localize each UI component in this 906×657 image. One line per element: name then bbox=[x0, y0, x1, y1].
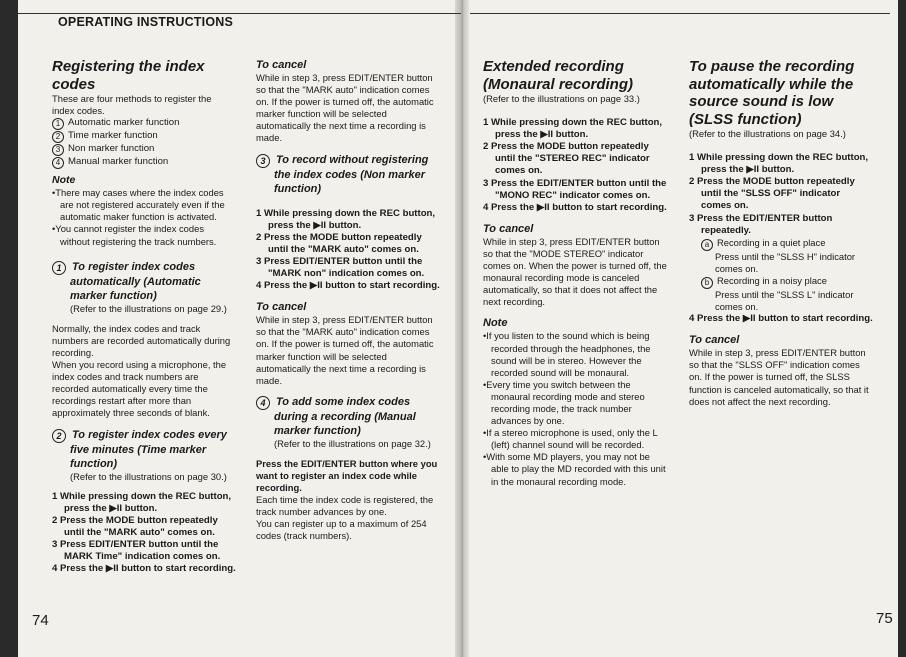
cancel-heading: To cancel bbox=[689, 334, 740, 347]
section-title: Extended recording (Monaural recording) bbox=[483, 58, 634, 93]
steps-list bbox=[256, 208, 442, 293]
reference-note: (Refer to the illustrations on page 29.) bbox=[70, 302, 227, 314]
body-text: You can register up to a maximum of 254 codes (track numbers). bbox=[256, 518, 427, 542]
right-col-1 bbox=[483, 58, 669, 488]
page-gutter bbox=[455, 0, 469, 657]
method-label: Non marker function bbox=[68, 143, 155, 155]
method-item bbox=[52, 117, 236, 130]
method-label: Manual marker function bbox=[68, 156, 169, 168]
left-col-2 bbox=[256, 58, 442, 543]
cancel-heading: To cancel bbox=[256, 301, 307, 314]
step-item: 4 Press the ▶II button to start recording. bbox=[483, 201, 667, 213]
body-text: While in step 3, press EDIT/ENTER button so that the "SLSS OFF" indication comes on. If the power is turned off, the SLSS function is canceled automatically, so that it does not affect the next recording. bbox=[689, 347, 869, 407]
circled-number: 3 bbox=[52, 144, 64, 156]
header-rule-right bbox=[470, 13, 890, 14]
page-number-right: 75 bbox=[876, 610, 893, 627]
steps-list bbox=[52, 491, 236, 576]
step-item: 4 Press the ▶II button to start recording. bbox=[52, 563, 236, 575]
reference-note: (Refer to the illustrations on page 30.) bbox=[70, 470, 227, 482]
subsection-title: To add some index codes during a recording (Manual marker function) bbox=[274, 395, 416, 437]
step-item: 3 Press the EDIT/ENTER button repeatedly. bbox=[689, 212, 833, 236]
method-item bbox=[52, 130, 236, 143]
page-header-title: OPERATING INSTRUCTIONS bbox=[58, 15, 234, 29]
reference-note: (Refer to the illustrations on page 34.) bbox=[689, 128, 846, 139]
note-item: •With some MD players, you may not be able to play the MD recorded with this unit in the monaural recording mode. bbox=[483, 451, 666, 487]
step-item: 3 Press EDIT/ENTER button until the "MARK non" indication comes on. bbox=[256, 255, 425, 280]
method-label: Automatic marker function bbox=[68, 117, 180, 129]
subsection-automatic bbox=[52, 260, 236, 315]
body-text: While in step 3, press EDIT/ENTER button so that the "MODE STEREO" indicator comes on. When the power is turned off, the monaural recording mode is canceled automatically, so that it does not affect the next recording. bbox=[483, 235, 667, 308]
method-item bbox=[52, 143, 236, 156]
note-heading: Note bbox=[52, 174, 76, 187]
circled-number: 3 bbox=[256, 154, 270, 168]
steps-list bbox=[689, 313, 873, 325]
method-label: Time marker function bbox=[68, 130, 158, 142]
left-col-1 bbox=[52, 58, 236, 575]
subsection-title: To register index codes automatically (Automatic marker function) bbox=[70, 260, 201, 302]
body-text: While in step 3, press EDIT/ENTER button so that the "MARK auto" indication comes on. If the power is turned off, the automatic marker function will be selected automatically the next time a recording is made. bbox=[256, 72, 434, 144]
circled-number: 1 bbox=[52, 261, 66, 275]
circled-letter-a: a bbox=[701, 239, 713, 251]
circled-letter-b: b bbox=[701, 277, 713, 289]
option-label: Recording in a quiet place bbox=[717, 236, 826, 248]
circled-number: 4 bbox=[52, 157, 64, 169]
note-item: •You cannot register the index codes without registering the track numbers. bbox=[52, 223, 217, 247]
subsection-non-marker bbox=[256, 153, 442, 196]
subsection-time-marker bbox=[52, 428, 236, 483]
step-item: 2 Press the MODE button repeatedly until the "SLSS OFF" indicator comes on. bbox=[689, 176, 855, 212]
intro-text: These are four methods to register the index codes. bbox=[52, 93, 212, 117]
step-item: 3 Press EDIT/ENTER button until the MARK Time" indication comes on. bbox=[52, 538, 221, 563]
reference-note: (Refer to the illustrations on page 33.) bbox=[483, 93, 640, 104]
step-item: 4 Press the ▶II button to start recording. bbox=[689, 313, 873, 325]
step-item: 1 While pressing down the REC button, press the ▶II button. bbox=[52, 490, 232, 514]
step-item: 2 Press the MODE button repeatedly until the "MARK auto" comes on. bbox=[52, 514, 218, 538]
step-item: 1 While pressing down the REC button, press the ▶II button. bbox=[483, 117, 663, 141]
note-heading: Note bbox=[483, 317, 508, 330]
note-item: •If a stereo microphone is used, only the L (left) channel sound will be recorded. bbox=[483, 427, 658, 451]
subsection-title: To register index codes every five minutes (Time marker function) bbox=[70, 428, 227, 470]
section-title: Registering the index codes bbox=[52, 58, 205, 93]
option-label: Recording in a noisy place bbox=[717, 274, 827, 286]
circled-number: 2 bbox=[52, 429, 66, 443]
reference-note: (Refer to the illustrations on page 32.) bbox=[274, 437, 431, 449]
step-options bbox=[689, 237, 873, 313]
step-item: 1 While pressing down the REC button, press the ▶II button. bbox=[256, 207, 436, 231]
note-item: •If you listen to the sound which is being recorded through the headphones, the sound will be in stereo. However the recorded sound will be monaural. bbox=[483, 330, 651, 378]
right-col-2 bbox=[689, 58, 873, 408]
section-title: To pause the recording automatically while the source sound is low (SLSS function) bbox=[689, 58, 855, 128]
circled-number: 2 bbox=[52, 131, 64, 143]
option-body: Press until the "SLSS H" indicator comes on. bbox=[715, 250, 856, 274]
page-number-left: 74 bbox=[32, 612, 49, 629]
cancel-heading: To cancel bbox=[256, 59, 307, 71]
steps-list bbox=[689, 152, 873, 237]
body-text: Each time the index code is registered, the track number advances by one. bbox=[256, 494, 434, 518]
step-item: 2 Press the MODE button repeatedly until the "STEREO REC" indicator comes on. bbox=[483, 141, 650, 177]
method-item bbox=[52, 156, 236, 169]
note-item: •There may cases where the index codes are not registered accurately even if the automatic maker function is activated. bbox=[52, 187, 225, 223]
circled-number: 1 bbox=[52, 118, 64, 130]
bold-instruction: Press the EDIT/ENTER button where you want to register an index code while recording. bbox=[256, 457, 438, 494]
body-text: When you record using a microphone, the index codes and track numbers are recorded automatically every time the recordings restart after more than approximately three seconds of blank. bbox=[52, 359, 227, 419]
step-item: 2 Press the MODE button repeatedly until the "MARK auto" comes on. bbox=[256, 231, 422, 255]
circled-number: 4 bbox=[256, 396, 270, 410]
methods-list bbox=[52, 117, 236, 169]
option-body: Press until the "SLSS L" indicator comes on. bbox=[715, 288, 854, 313]
cancel-heading: To cancel bbox=[483, 222, 534, 235]
step-item: 4 Press the ▶II button to start recording. bbox=[256, 280, 440, 292]
step-item: 1 While pressing down the REC button, press the ▶II button. bbox=[689, 152, 869, 176]
subsection-title: To record without registering the index codes (Non marker function) bbox=[274, 153, 429, 195]
body-text: Normally, the index codes and track numbers are recorded automatically during recording. bbox=[52, 322, 231, 358]
subsection-manual-marker bbox=[256, 395, 442, 450]
steps-list bbox=[483, 117, 669, 214]
note-item: •Every time you switch between the monaural recording mode and stereo recording mode, the track number advances by one. bbox=[483, 378, 645, 427]
step-item: 3 Press the EDIT/ENTER button until the "MONO REC" indicator comes on. bbox=[483, 177, 667, 201]
body-text: While in step 3, press EDIT/ENTER button so that the "MARK auto" indication comes on. If the power is turned off, the automatic marker function will be selected automatically the next time a recording is made. bbox=[256, 314, 434, 386]
